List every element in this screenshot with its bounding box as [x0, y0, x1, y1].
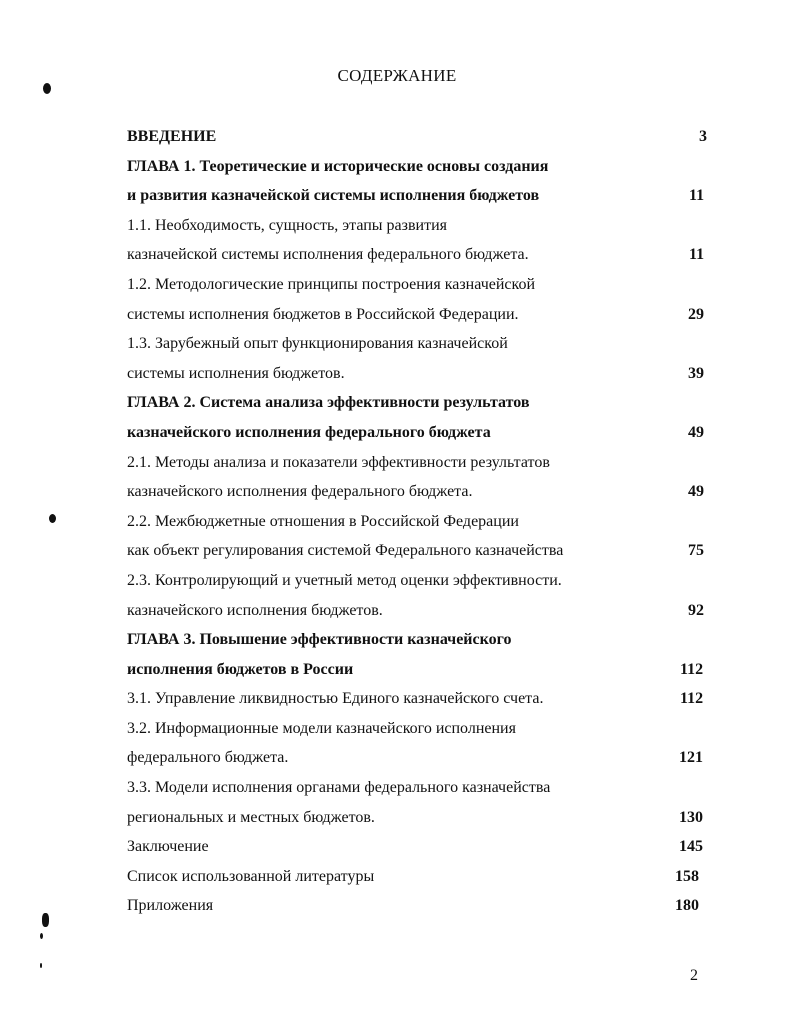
toc-entry [127, 891, 713, 921]
toc-entry-page: 121 [679, 749, 703, 767]
page-number: 2 [690, 967, 698, 984]
toc-entry [127, 359, 713, 389]
toc-entry [127, 507, 713, 537]
toc-entry-page: 112 [680, 660, 704, 678]
toc-entry-page: 49 [688, 423, 704, 441]
toc-entry-page: 29 [688, 305, 704, 323]
toc-entry-text: региональных и местных бюджетов. [127, 808, 375, 826]
toc-entry [127, 536, 713, 566]
toc-entry-page: 92 [688, 601, 704, 619]
toc-entry [127, 270, 713, 300]
toc-entry-text: 3.3. Модели исполнения органами федерального казначейства [127, 779, 551, 797]
toc-entry [127, 329, 713, 359]
toc-entry-text: и развития казначейской системы исполнения бюджетов [127, 187, 540, 205]
toc-entry-page: 49 [688, 483, 704, 501]
toc-entry [127, 477, 713, 507]
toc-entry-text: ГЛАВА 2. Система анализа эффективности результатов [127, 394, 530, 412]
page-title: СОДЕРЖАНИЕ [337, 66, 457, 85]
toc-entry [127, 388, 713, 418]
toc-entry-text: системы исполнения бюджетов. [127, 364, 345, 382]
toc-entry-page: 39 [688, 364, 704, 382]
toc-entry [127, 240, 713, 270]
toc-entry-text: 2.3. Контролирующий и учетный метод оценки эффективности. [127, 571, 562, 589]
toc-entry-text: федерального бюджета. [127, 749, 289, 767]
toc-entry-page: 145 [679, 838, 703, 856]
scan-mark [49, 514, 56, 523]
toc-entry-page: 11 [689, 246, 705, 264]
toc-entry-text: ГЛАВА 1. Теоретические и исторические основы создания [127, 157, 549, 175]
toc-entry [127, 448, 713, 478]
toc-entry [127, 625, 713, 655]
toc-entry [127, 566, 713, 596]
toc-entry [127, 832, 713, 862]
toc-entry-text: 2.1. Методы анализа и показатели эффективности результатов [127, 453, 550, 471]
toc-entry-page: 180 [675, 897, 699, 915]
toc-entry-text: 1.3. Зарубежный опыт функционирования казначейской [127, 335, 508, 353]
toc-entry [127, 684, 713, 714]
toc-entry [127, 862, 713, 892]
scan-mark [40, 933, 43, 939]
scan-mark [42, 913, 49, 927]
toc-entry [127, 300, 713, 330]
toc-entry-text: ВВЕДЕНИЕ [127, 128, 217, 145]
toc-entry [127, 596, 713, 626]
toc-entry-text: казначейского исполнения бюджетов. [127, 601, 383, 619]
toc-entry [127, 152, 713, 182]
toc-entry [127, 773, 713, 803]
toc-entry-text: Приложения [127, 897, 214, 915]
toc-entry [127, 211, 713, 241]
toc-entry-page: 130 [679, 808, 703, 826]
toc-entry-page: 112 [680, 690, 704, 708]
toc-entry [127, 122, 713, 152]
toc-entry-text: 1.2. Методологические принципы построения казначейской [127, 275, 536, 293]
toc-entry-text: 3.2. Информационные модели казначейского исполнения [127, 719, 516, 737]
toc-entry-text: ГЛАВА 3. Повышение эффективности казначейского [127, 631, 512, 649]
toc-entry [127, 181, 713, 211]
scan-mark [43, 83, 51, 94]
toc-entry-text: Список использованной литературы [127, 867, 375, 885]
toc-entry-text: исполнения бюджетов в России [127, 660, 354, 678]
toc-entry-text: казначейского исполнения федерального бюджета. [127, 483, 473, 501]
toc-entry-page: 158 [675, 867, 699, 885]
toc-entry [127, 418, 713, 448]
toc-entry-text: казначейской системы исполнения федерального бюджета. [127, 246, 529, 264]
toc-entry-page: 75 [688, 542, 704, 560]
toc-entry-text: как объект регулирования системой Федерального казначейства [127, 542, 564, 560]
toc-entry-text: казначейского исполнения федерального бюджета [127, 423, 491, 441]
toc-entry [127, 743, 713, 773]
toc-entry [127, 714, 713, 744]
toc-entry-text: 3.1. Управление ликвидностью Единого казначейского счета. [127, 690, 544, 708]
table-of-contents [127, 122, 713, 921]
toc-entry [127, 655, 713, 685]
toc-entry [127, 803, 713, 833]
scan-mark [40, 963, 42, 968]
toc-entry-page: 11 [689, 187, 705, 205]
toc-entry-text: 1.1. Необходимость, сущность, этапы развития [127, 216, 448, 234]
toc-entry-text: 2.2. Межбюджетные отношения в Российской Федерации [127, 512, 519, 530]
toc-entry-page: 3 [699, 128, 707, 145]
toc-entry-text: системы исполнения бюджетов в Российской Федерации. [127, 305, 519, 323]
toc-entry-text: Заключение [127, 838, 209, 856]
